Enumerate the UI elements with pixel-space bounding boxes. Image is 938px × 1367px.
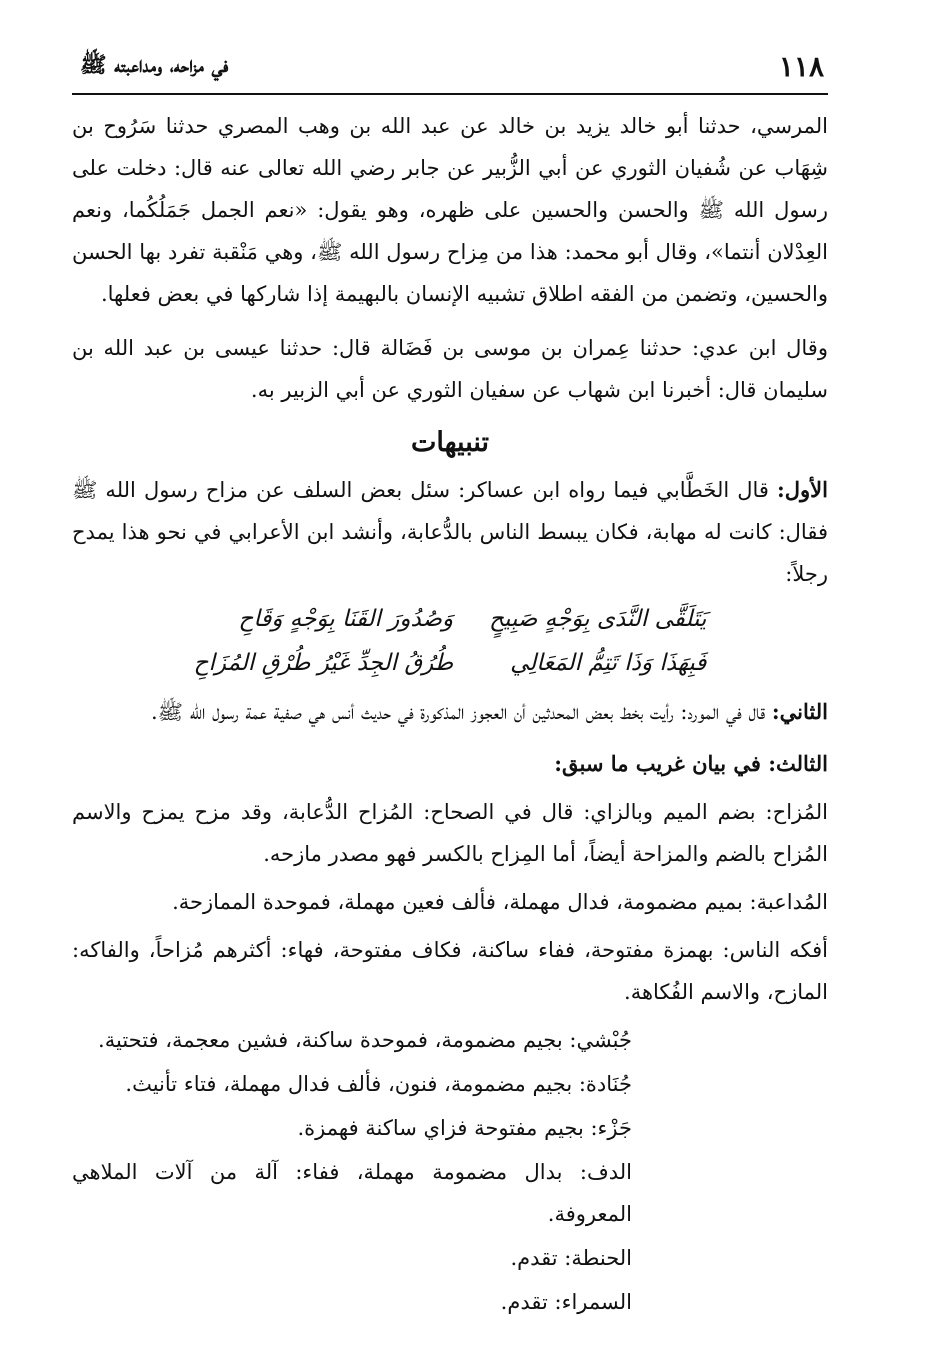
note-third [72,743,828,785]
paragraph-ibn-adi: وقال ابن عدي: حدثنا عِمران بن موسى بن فَضَالة قال: حدثنا عيسى بن عبد الله بن سليمان قال: أخبرنا ابن شهاب عن سفيان الثوري عن أبي الزبير به. [72,336,828,402]
glossary-short-entry: جَزْء: بجيم مفتوحة فزاي ساكنة فهمزة. [297,1116,632,1140]
glossary-short-entry: جُبْشي: بجيم مضمومة، فموحدة ساكنة، فشين معجمة، فتحتية. [98,1028,632,1052]
running-title: في مزاحه، ومداعبته ﷺ [80,52,229,78]
page-body [72,95,828,1325]
section-title: تنبيهات [410,427,490,458]
glossary-short-entry: السمراء: تقدم. [500,1290,632,1314]
glossary-short-wrap [72,1019,828,1325]
glossary-short-entry: الدف: بدال مضمومة مهملة، ففاء: آلة من آلات الملاهي المعروفة. [72,1160,632,1226]
poem-hemistich-4: طُرُقُ الجِدِّ غَيْرُ طُرْقِ المُزَاحِ [193,650,454,676]
glossary-entry: المُداعبة: بميم مضمومة، فدال مهملة، فألف فعين مهملة، فموحدة الممازحة. [172,890,828,914]
note-first-text: قال الخَطَّابي فيما رواه ابن عساكر: سئل بعض السلف عن مزاح رسول الله ﷺ فقال: كانت له مهابة، فكان يبسط الناس بالدُّعابة، وأنشد ابن الأعرابي في نحو هذا يمدح رجلاً: [72,478,828,586]
note-second [72,691,828,733]
poem [72,597,828,685]
poem-hemistich-2: وَصُدُورَ القَنَا بِوَجْهٍ وَقَاحِ [238,606,454,632]
poem-hemistich-1: يَتَلَقَّى النَّدَى بِوَجْهٍ صَبِيحٍ [489,606,707,632]
glossary-short-entry: الحنطة: تقدم. [510,1246,632,1270]
paragraph-hadith: المرسي، حدثنا أبو خالد يزيد بن خالد عن عبد الله بن وهب المصري حدثنا سَرُوح بن شِهَاب عن شُفيان الثوري عن أبي الزُّبير عن جابر رضي الله تعالى عنه قال: دخلت على رسول الله ﷺ والحسن والحسين على ظهره، وهو يقول: «نعم الجمل جَمَلُكُما، ونعم العِدْلان أنتما»، وقال أبو محمد: هذا من مِزاح رسول الله ﷺ، وهي مَنْقبة تفرد بها الحسن والحسين، وتضمن من الفقه اطلاق تشبيه الإنسان بالبهيمة إذا شاركها في بعض فعلها. [72,114,829,306]
note-first [72,469,828,595]
glossary-short-entry: جُنَادة: بجيم مضمومة، فنون، فألف فدال مهملة، فتاء تأنيث. [125,1072,632,1096]
note-second-text: قال في المورد: رأيت بخط بعض المحدثين أن العجوز المذكورة في حديث أنس هي صفية عمة رسول الله ﷺ. [151,700,766,724]
glossary-short [72,1019,632,1325]
glossary-entry: أفكه الناس: بهمزة مفتوحة، ففاء ساكنة، فكاف مفتوحة، فهاء: أكثرهم مُزاحاً، والفاكه: المازح، والاسم الفُكاهة. [72,938,828,1004]
note-third-lead: الثالث: في بيان غريب ما سبق: [554,751,828,776]
poem-hemistich-3: فَبِهَذَا وَذَا تَتِمُّ المَعَالِي [510,650,707,676]
note-first-lead: الأول: [777,477,828,502]
page-header [72,50,828,95]
page-number: ١١٨ [778,50,824,83]
glossary [72,791,828,1013]
glossary-entry: المُزاح: بضم الميم وبالزاي: قال في الصحاح: المُزاح الدُّعابة، وقد مزح يمزح والاسم المُزاح بالضم والمزاحة أيضاً، أما المِزاح بالكسر فهو مصدر مازحه. [72,800,828,866]
note-second-lead: الثاني: [771,699,828,724]
